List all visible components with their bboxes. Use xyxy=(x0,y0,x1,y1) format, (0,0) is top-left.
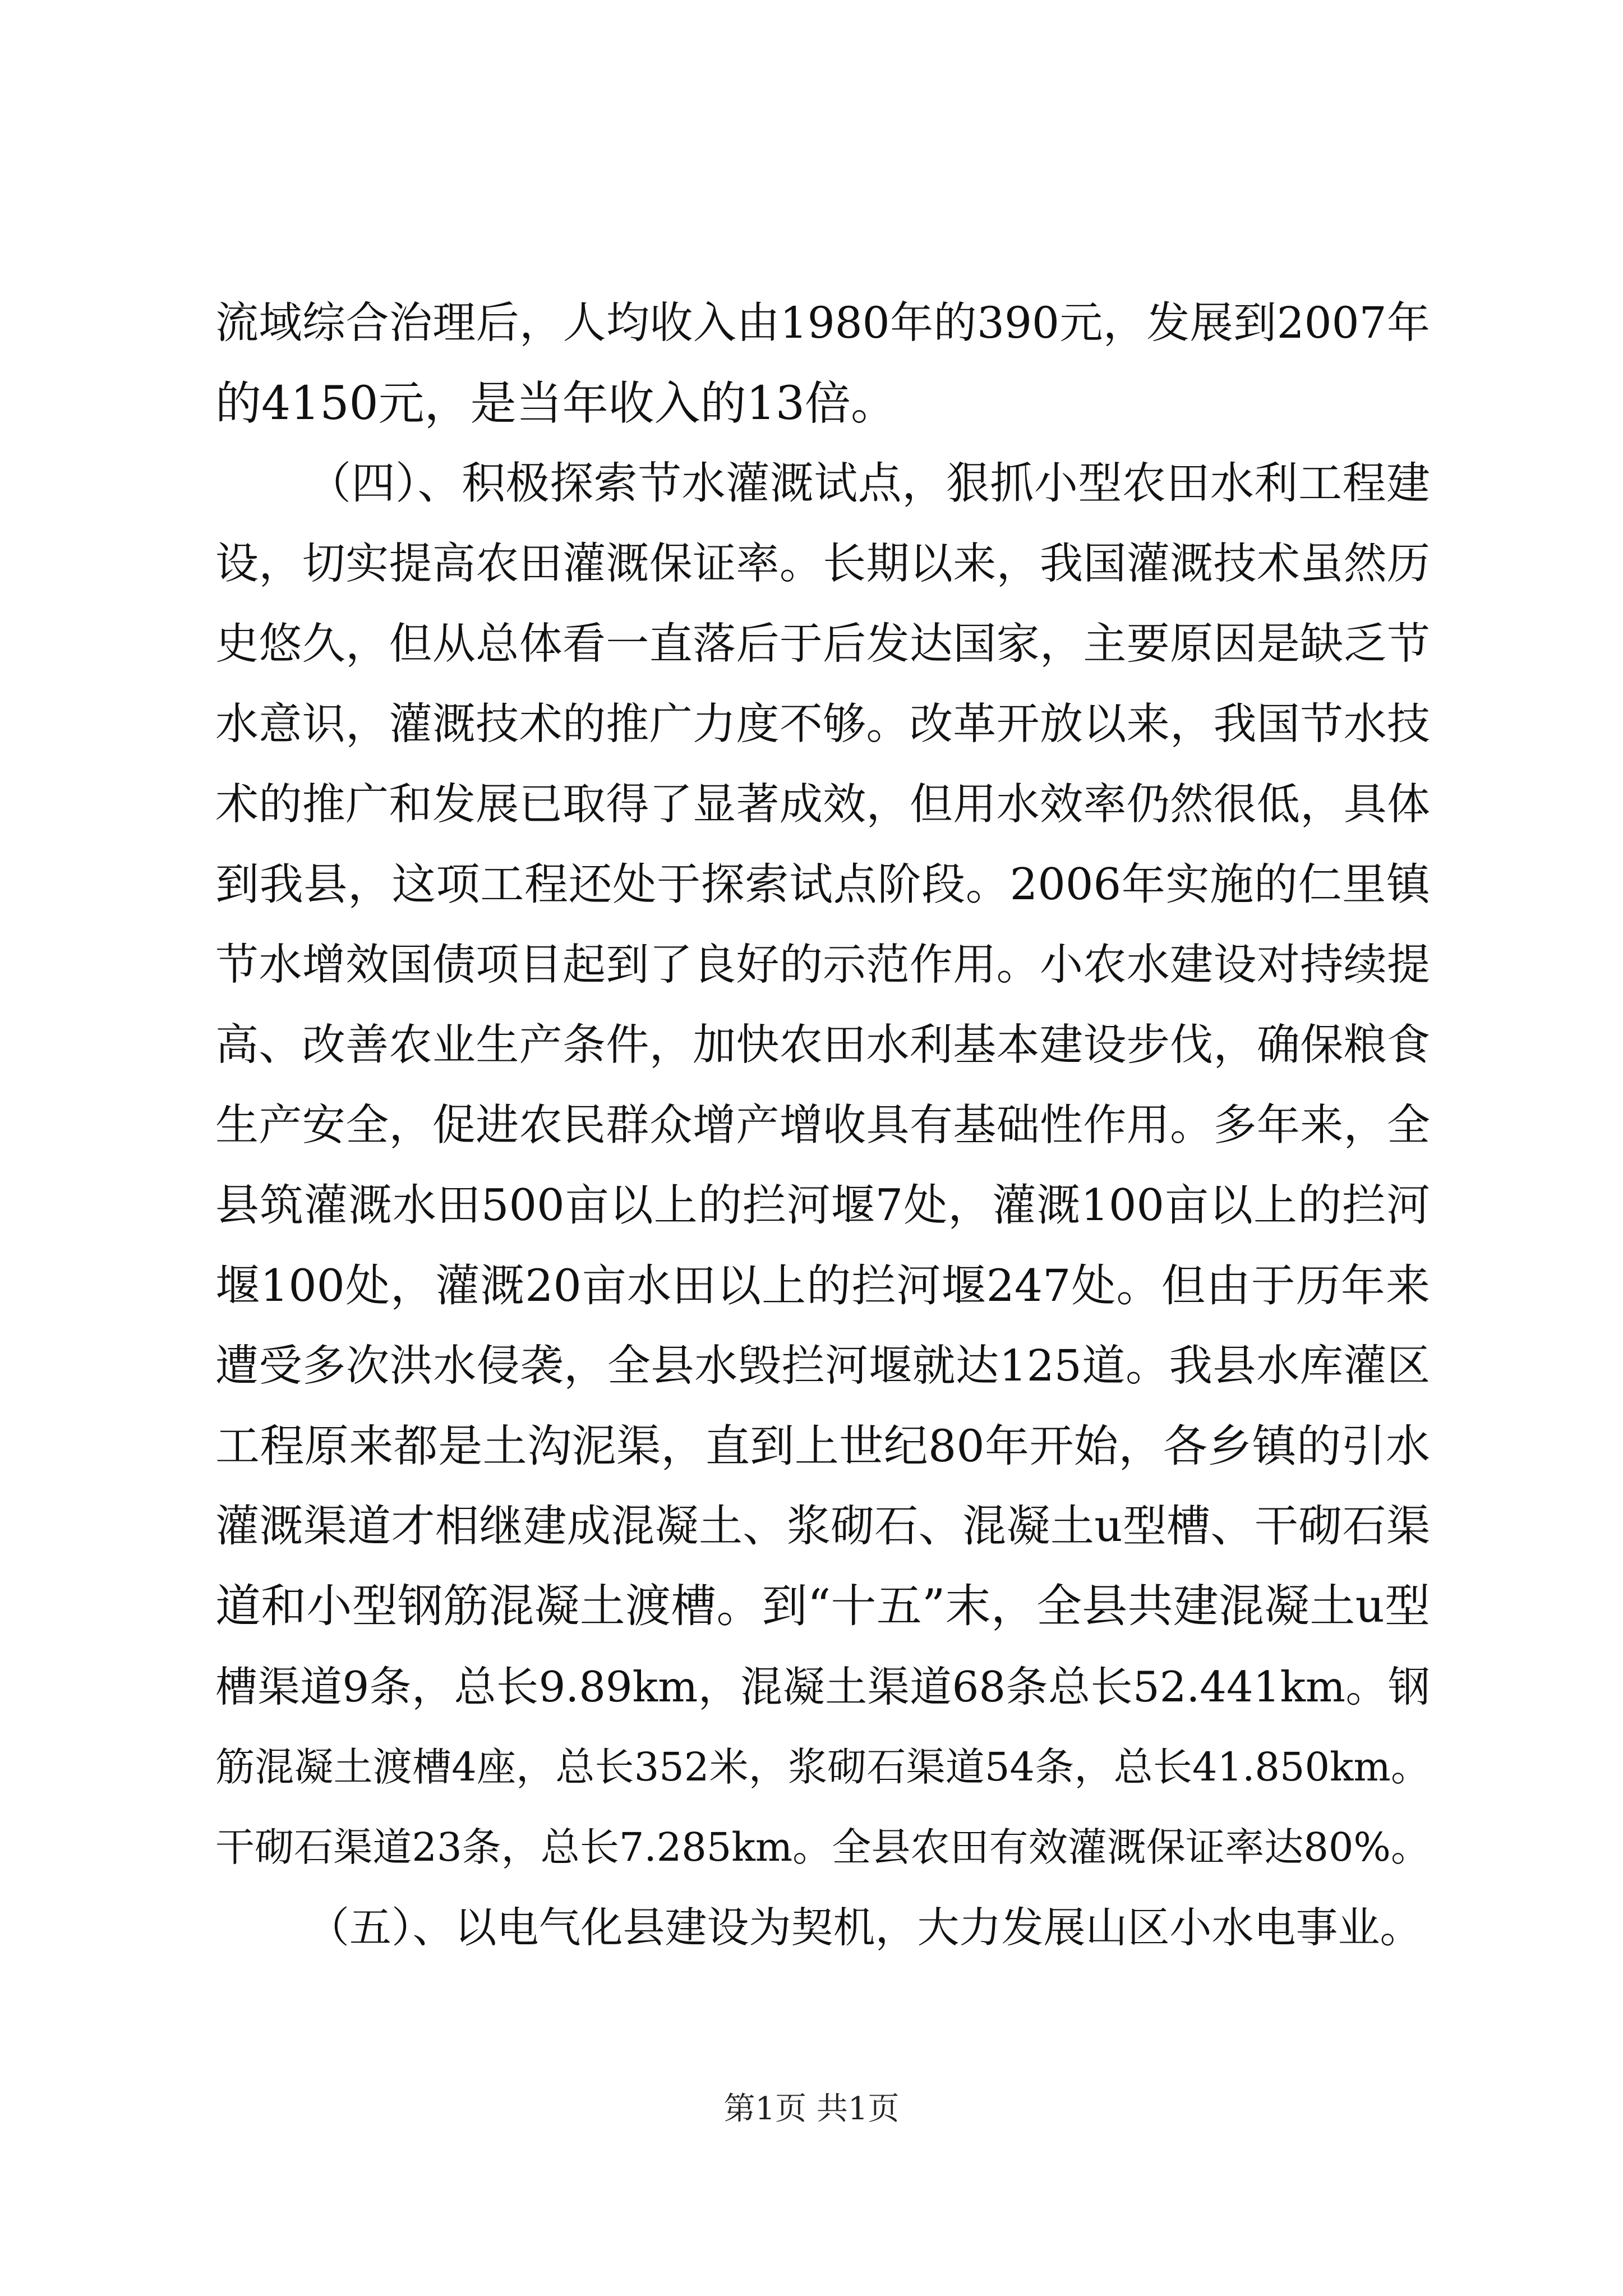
text-line: 的4150元，是当年收入的13倍。 xyxy=(215,377,897,430)
text-line: 槽渠道9条，总长9.89km，混凝土渠道68条总长52.441km。钢 xyxy=(215,1662,1430,1711)
text-line: 设，切实提高农田灌溉保证率。长期以来，我国灌溉技术虽然历 xyxy=(215,539,1430,589)
text-line: 工程原来都是土沟泥渠，直到上世纪80年开始，各乡镇的引水 xyxy=(215,1420,1430,1472)
text-line: 到我县，这项工程还处于探索试点阶段。2006年实施的仁里镇 xyxy=(215,859,1430,910)
page-number: 第1页 共1页 xyxy=(723,2091,900,2127)
text-line: 术的推广和发展已取得了显著成效，但用水效率仍然很低，具体 xyxy=(215,780,1430,830)
text-line: 筋混凝土渡槽4座，总长352米，浆砌石渠道54条，总长41.850km。 xyxy=(215,1744,1430,1790)
text-line: 高、改善农业生产条件，加快农田水利基本建设步伐，确保粮食 xyxy=(215,1020,1430,1070)
text-line: 县筑灌溉水田500亩以上的拦河堰7处，灌溉100亩以上的拦河 xyxy=(215,1180,1430,1231)
paragraph xyxy=(215,283,1430,444)
text-line: （五）、以电气化县建设为契机，大力发展山区小水电事业。 xyxy=(307,1903,1422,1952)
text-line: 干砌石渠道23条，总长7.285km。全县农田有效灌溉保证率达80%。 xyxy=(215,1824,1430,1870)
text-line: （四）、积极探索节水灌溉试点，狠抓小型农田水利工程建 xyxy=(307,458,1430,509)
text-line: 道和小型钢筋混凝土渡槽。到“十五”末，全县共建混凝土u型 xyxy=(215,1580,1430,1633)
document-body xyxy=(215,283,1430,1968)
text-line: 生产安全，促进农民群众增产增收具有基础性作用。多年来，全 xyxy=(215,1101,1430,1151)
page-footer xyxy=(0,2090,1623,2129)
text-line: 节水增效国债项目起到了良好的示范作用。小农水建设对持续提 xyxy=(215,940,1430,990)
paragraph xyxy=(215,1888,1430,1968)
text-line: 灌溉渠道才相继建成混凝土、浆砌石、混凝土u型槽、干砌石渠 xyxy=(215,1501,1430,1552)
text-line: 史悠久，但从总体看一直落后于后发达国家，主要原因是缺乏节 xyxy=(215,619,1430,669)
text-line: 流域综合治理后，人均收入由1980年的390元，发展到2007年 xyxy=(215,298,1430,348)
paragraph xyxy=(215,444,1430,1888)
text-line: 水意识，灌溉技术的推广力度不够。改革开放以来，我国节水技 xyxy=(215,700,1430,749)
text-line: 遭受多次洪水侵袭，全县水毁拦河堰就达125道。我县水库灌区 xyxy=(215,1341,1430,1391)
text-line: 堰100处，灌溉20亩水田以上的拦河堰247处。但由于历年来 xyxy=(215,1260,1430,1312)
